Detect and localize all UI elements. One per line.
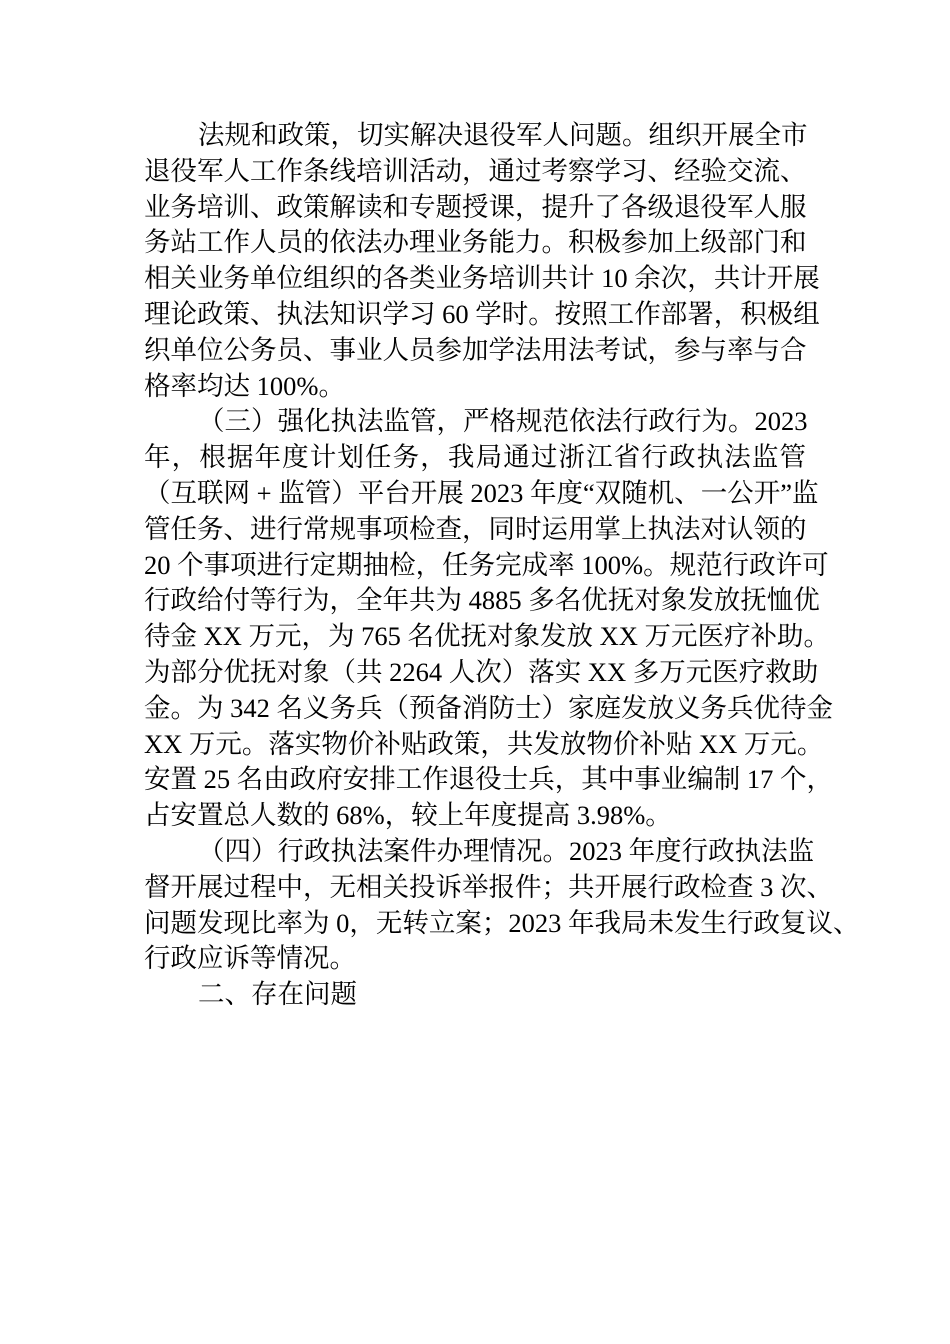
section-heading: 二、存在问题 bbox=[198, 979, 357, 1010]
text-line: 行政给付等行为，全年共为 4885 多名优抚对象发放抚恤优 bbox=[144, 585, 820, 616]
text-line: （三）强化执法监管，严格规范依法行政行为。2023 bbox=[198, 406, 808, 437]
text-line: 金。为 342 名义务兵（预备消防士）家庭发放义务兵优待金 bbox=[144, 692, 833, 723]
text-line: 占安置总人数的 68%，较上年度提高 3.98%。 bbox=[144, 800, 672, 831]
text-line: 安置 25 名由政府安排工作退役士兵，其中事业编制 17 个， bbox=[144, 764, 833, 795]
text-line: 20 个事项进行定期抽检，任务完成率 100%。规范行政许可 bbox=[144, 549, 829, 580]
text-line: XX 万元。落实物价补贴政策，共发放物价补贴 XX 万元。 bbox=[144, 728, 824, 759]
text-line: 年，根据年度计划任务，我局通过浙江省行政执法监管 bbox=[144, 442, 806, 473]
text-line: 法规和政策，切实解决退役军人问题。组织开展全市 bbox=[198, 120, 808, 150]
text-line: 待金 XX 万元，为 765 名优抚对象发放 XX 万元医疗补助。 bbox=[144, 621, 831, 652]
text-line: 问题发现比率为 0，无转立案；2023 年我局未发生行政复议、 bbox=[144, 907, 860, 938]
text-line: 务站工作人员的依法办理业务能力。积极参加上级部门和 bbox=[144, 227, 807, 258]
text-line: 行政应诉等情况。 bbox=[144, 943, 356, 974]
text-line: （互联网 + 监管）平台开展 2023 年度“双随机、一公开”监 bbox=[144, 478, 819, 508]
text-line: 织单位公务员、事业人员参加学法用法考试，参与率与合 bbox=[144, 334, 807, 365]
text-line: 理论政策、执法知识学习 60 学时。按照工作部署，积极组 bbox=[144, 299, 820, 329]
text-line: 为部分优抚对象（共 2264 人次）落实 XX 多万元医疗救助 bbox=[144, 657, 819, 687]
text-line: 退役军人工作条线培训活动，通过考察学习、经验交流、 bbox=[144, 155, 807, 186]
text-line: 业务培训、政策解读和专题授课，提升了各级退役军人服 bbox=[144, 191, 807, 222]
text-line: （四）行政执法案件办理情况。2023 年度行政执法监 bbox=[198, 836, 815, 866]
text-line: 格率均达 100%。 bbox=[144, 370, 345, 401]
text-line: 督开展过程中，无相关投诉举报件；共开展行政检查 3 次、 bbox=[144, 871, 833, 902]
text-line: 相关业务单位组织的各类业务培训共计 10 余次，共计开展 bbox=[144, 263, 820, 294]
text-line: 管任务、进行常规事项检查，同时运用掌上执法对认领的 bbox=[144, 513, 807, 544]
